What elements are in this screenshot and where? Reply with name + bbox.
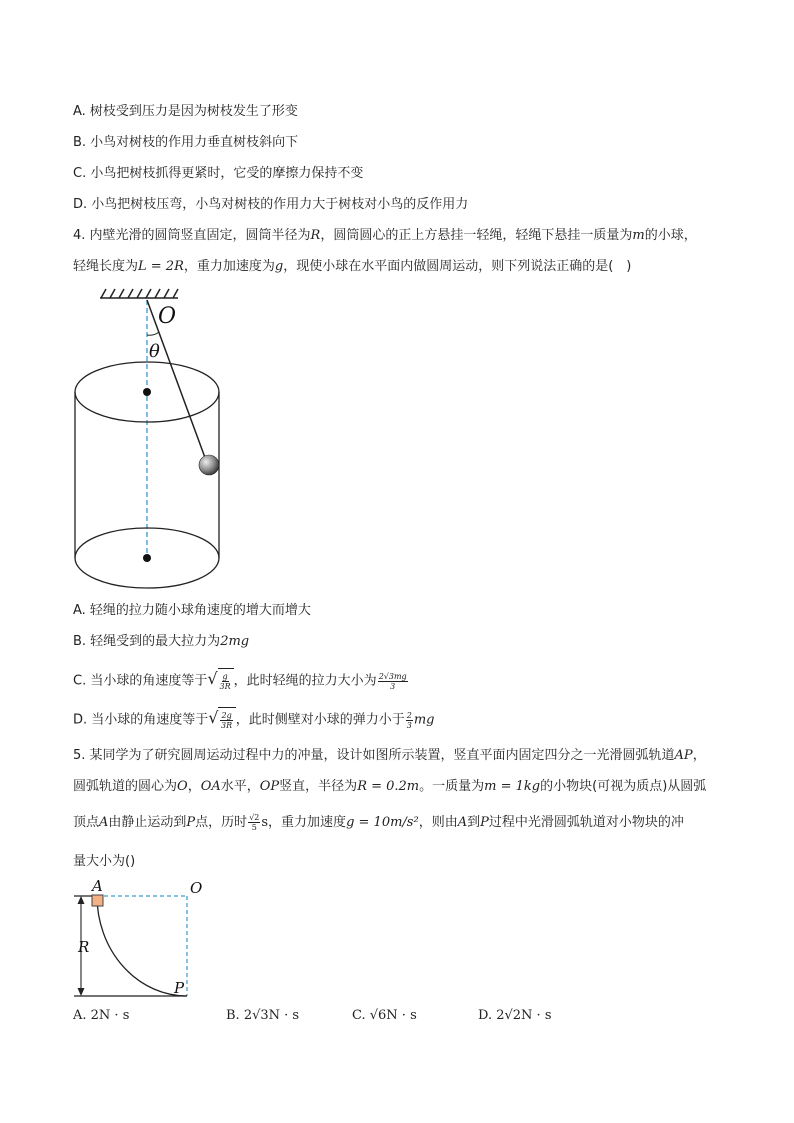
q4-option-c: C. 当小球的角速度等于 √ $\frac{g}{3R}$ ，此时轻绳的拉力大小为 $\frac{2√3mg}{3}$ [73, 668, 409, 694]
q5-choice-d: D. 2√2N · s [478, 1008, 552, 1023]
q5-choice-b: B. 2√3N · s [226, 1008, 300, 1023]
time-fraction: $\frac{√2}{5}$ [249, 813, 260, 832]
q3-option-a: A. 树枝受到压力是因为树枝发生了形变 [73, 104, 298, 119]
q5-stem-line3: 顶点A由静止运动到P点，历时 $\frac{√2}{5}$ s，重力加速度g = 10m/s²，则由A到P过程中光滑圆弧轨道对小物块的冲 [73, 813, 684, 832]
arrow-up [78, 896, 85, 904]
block [92, 895, 103, 906]
label-r: R [78, 938, 90, 956]
q5-stem-line1: 5. 某同学为了研究圆周运动过程中力的冲量，设计如图所示装置，竖直平面内固定四分之一光滑圆弧轨道AP， [73, 748, 706, 763]
label-a: A [92, 877, 103, 895]
q5-choice-a: A. 2N · s [73, 1008, 130, 1023]
q3-option-c: C. 小鸟把树枝抓得更紧时，它受的摩擦力保持不变 [73, 166, 364, 181]
force-fraction: $\frac{2}{3}$ [406, 710, 412, 730]
q4-stem-line2: 轻绳长度为L = 2R，重力加速度为g，现使小球在水平面内做圆周运动，则下列说法正确的是( ) [73, 259, 632, 274]
q5-arc-figure [70, 876, 220, 1001]
rope [147, 300, 207, 463]
angle-arc [147, 332, 159, 335]
label-p: P [174, 979, 185, 997]
label-o: O [190, 879, 203, 897]
q4-cylinder-figure [70, 285, 230, 595]
q3-option-b: B. 小鸟对树枝的作用力垂直树枝斜向下 [73, 135, 299, 150]
q4-stem-line1: 4. 内壁光滑的圆筒竖直固定，圆筒半径为R，圆筒圆心的正上方悬挂一轻绳，轻绳下悬挂一质量为m的小球， [73, 228, 697, 243]
q4-option-a: A. 轻绳的拉力随小球角速度的增大而增大 [73, 603, 311, 618]
q5-choice-c: C. √6N · s [352, 1008, 417, 1023]
q5-stem-line2: 圆弧轨道的圆心为O，OA水平，OP竖直，半径为R = 0.2m。一质量为m = 1kg的小物块(可视为质点)从圆弧 [73, 779, 707, 794]
tension-fraction: $\frac{2√3mg}{3}$ [378, 671, 407, 691]
q3-option-d: D. 小鸟把树枝压弯，小鸟对树枝的作用力大于树枝对小鸟的反作用力 [73, 197, 469, 212]
q4-option-b: B. 轻绳受到的最大拉力为2mg [73, 634, 250, 649]
q5-stem-line4: 量大小为() [73, 854, 136, 869]
bottom-center-dot [143, 554, 151, 562]
ceiling [100, 289, 178, 298]
arrow-down [78, 988, 85, 996]
theta-label: θ [149, 341, 160, 362]
sqrt: √ $\frac{2g}{3R}$ [208, 707, 235, 733]
q4-option-d: D. 当小球的角速度等于 √ $\frac{2g}{3R}$ ，此时侧壁对小球的弹力小于 $\frac{2}{3}$ mg [73, 707, 434, 733]
point-o-label: O [158, 304, 177, 329]
top-center-dot [143, 388, 151, 396]
sqrt: √ $\frac{g}{3R}$ [207, 668, 233, 694]
ball [199, 455, 219, 475]
